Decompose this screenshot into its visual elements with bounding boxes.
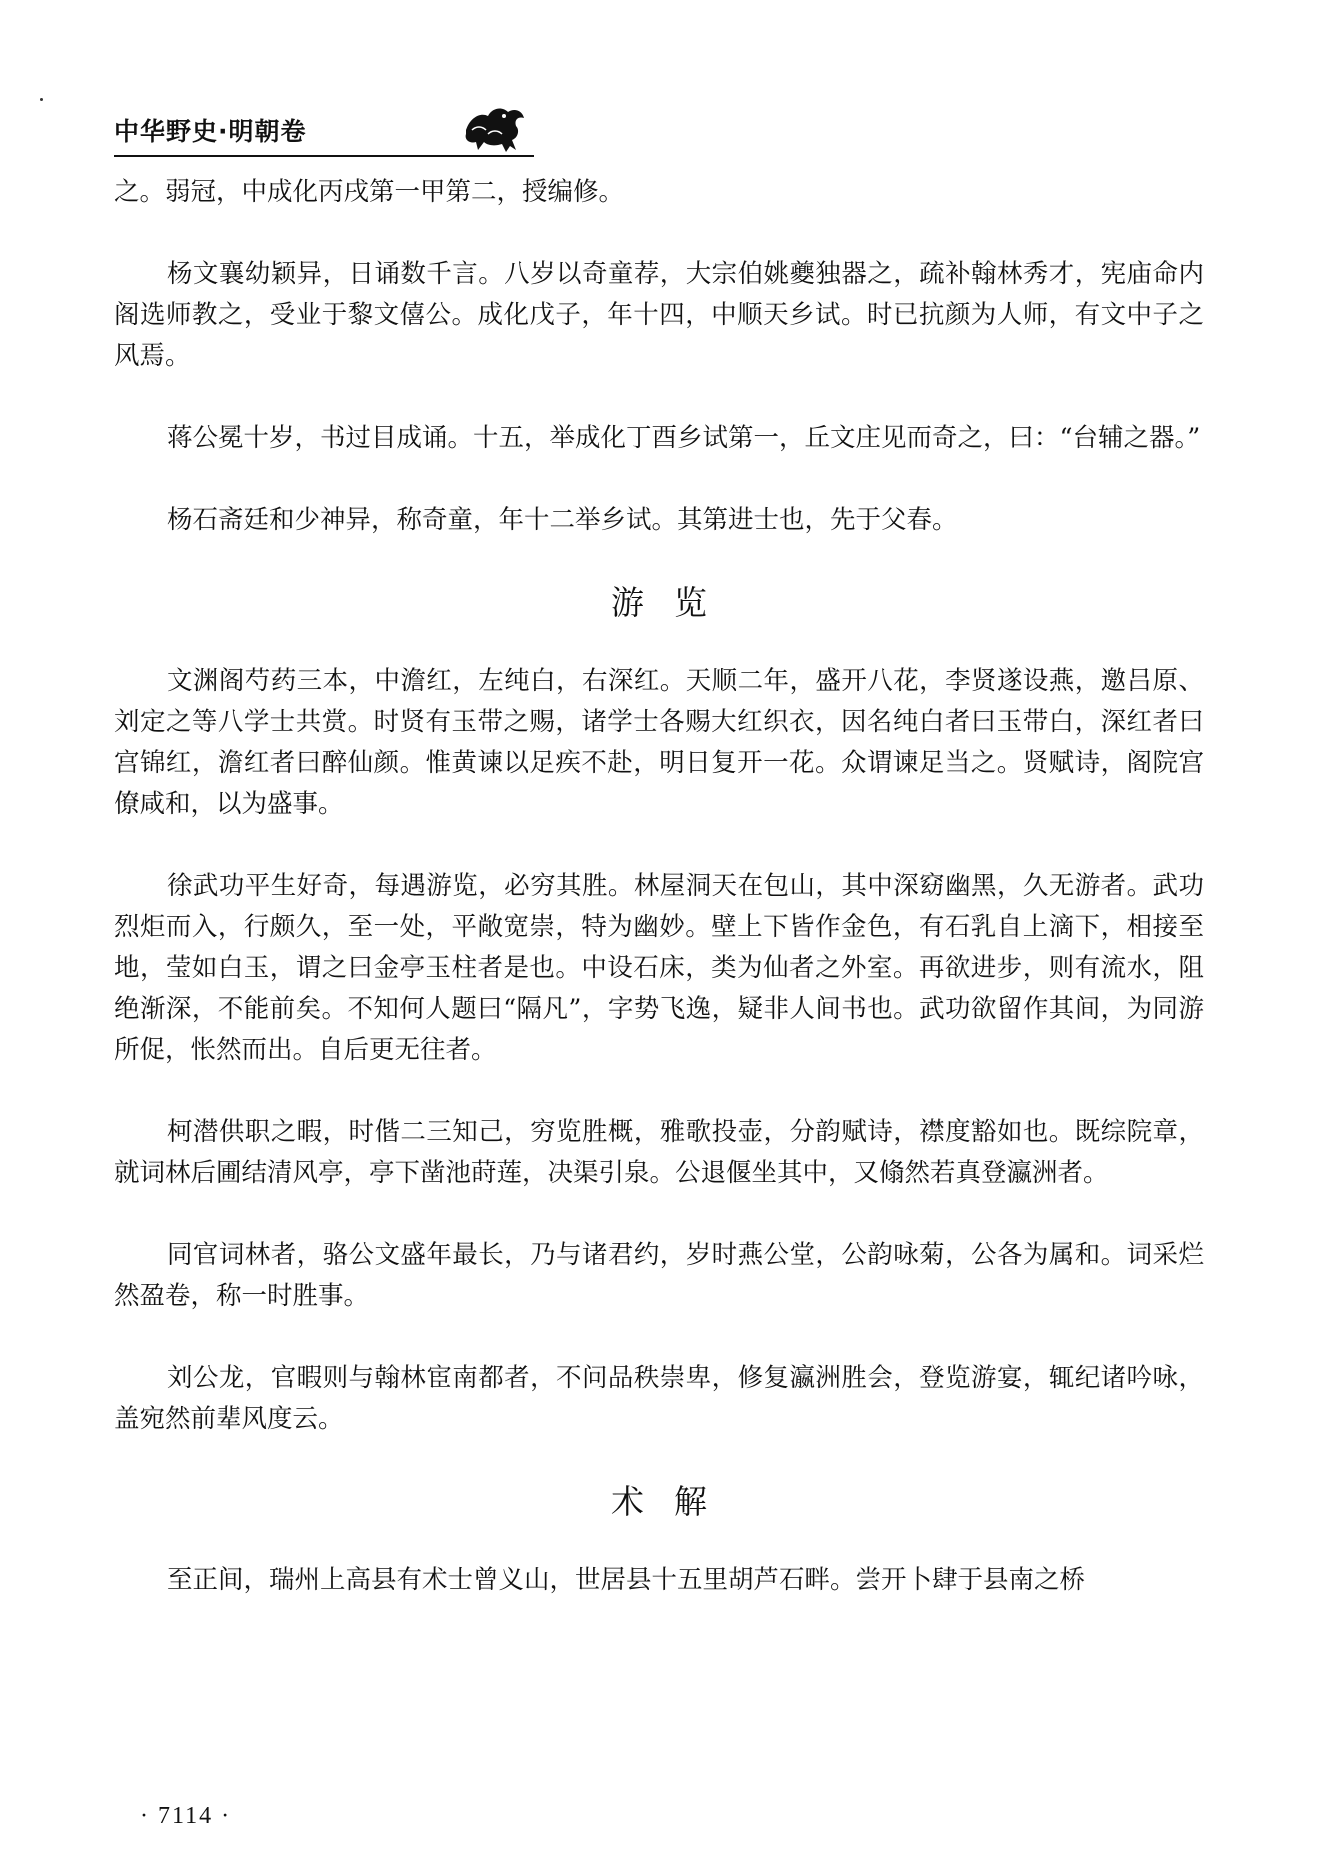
header-rule <box>114 155 534 157</box>
paragraph: 杨石斋廷和少神异，称奇童，年十二举乡试。其第进士也，先于父春。 <box>167 505 958 535</box>
paragraph: 文渊阁芍药三本，中澹红，左纯白，右深红。天顺二年，盛开八花，李贤遂设燕，邀吕原、刘定之等八学士共赏。时贤有玉带之赐，诸学士各赐大红织衣，因名纯白者曰玉带白，深红者曰宫锦红，澹红者曰醉仙颜。惟黄谏以足疾不赴，明日复开一花。众谓谏足当之。贤赋诗，阁院宫僚咸和，以为盛事。 <box>114 666 1204 819</box>
paragraph: 之。弱冠，中成化丙戌第一甲第二，授编修。 <box>114 177 625 207</box>
paragraph: 至正间，瑞州上高县有术士曾义山，世居县十五里胡芦石畔。尝开卜肆于县南之桥 <box>167 1565 1086 1595</box>
paragraph: 杨文襄幼颖异，日诵数千言。八岁以奇童荐，大宗伯姚夔独器之，疏补翰林秀才，宪庙命内阁选师教之，受业于黎文僖公。成化戊子，年十四，中顺天乡试。时已抗颜为人师，有文中子之风焉。 <box>114 259 1204 371</box>
paragraph: 同官词林者，骆公文盛年最长，乃与诸君约，岁时燕公堂，公韵咏菊，公各为属和。词采烂然盈卷，称一时胜事。 <box>114 1240 1204 1311</box>
page-number: · 7114 · <box>140 1803 232 1829</box>
section-title: 术解 <box>611 1482 737 1521</box>
page-body <box>114 172 1204 1601</box>
paragraph: 蒋公冕十岁，书过目成诵。十五，举成化丁酉乡试第一，丘文庄见而奇之，曰：“台辅之器。” <box>167 423 1201 453</box>
book-title: 中华野史·明朝卷 <box>114 117 307 146</box>
running-header <box>114 100 1204 160</box>
paragraph: 刘公龙，官暇则与翰林宦南都者，不问品秩崇卑，修复瀛洲胜会，登览游宴，辄纪诸吟咏，盖宛然前辈风度云。 <box>114 1363 1204 1434</box>
section-title: 游览 <box>611 583 737 622</box>
paragraph: 柯潜供职之暇，时偕二三知己，穷览胜概，雅歌投壶，分韵赋诗，襟度豁如也。既综院章，就词林后圃结清风亭，亭下凿池莳莲，决渠引泉。公退偃坐其中，又翛然若真登瀛洲者。 <box>114 1117 1204 1188</box>
dragon-emblem-icon <box>458 100 530 154</box>
paragraph: 徐武功平生好奇，每遇游览，必穷其胜。林屋洞天在包山，其中深窈幽黑，久无游者。武功烈炬而入，行颇久，至一处，平敞宽崇，特为幽妙。壁上下皆作金色，有石乳自上滴下，相接至地，莹如白玉，谓之曰金亭玉柱者是也。中设石床，类为仙者之外室。再欲进步，则有流水，阻绝渐深，不能前矣。不知何人题曰“隔凡”，字势飞逸，疑非人间书也。武功欲留作其间，为同游所促，怅然而出。自后更无往者。 <box>114 871 1204 1065</box>
scan-speck <box>40 98 43 101</box>
